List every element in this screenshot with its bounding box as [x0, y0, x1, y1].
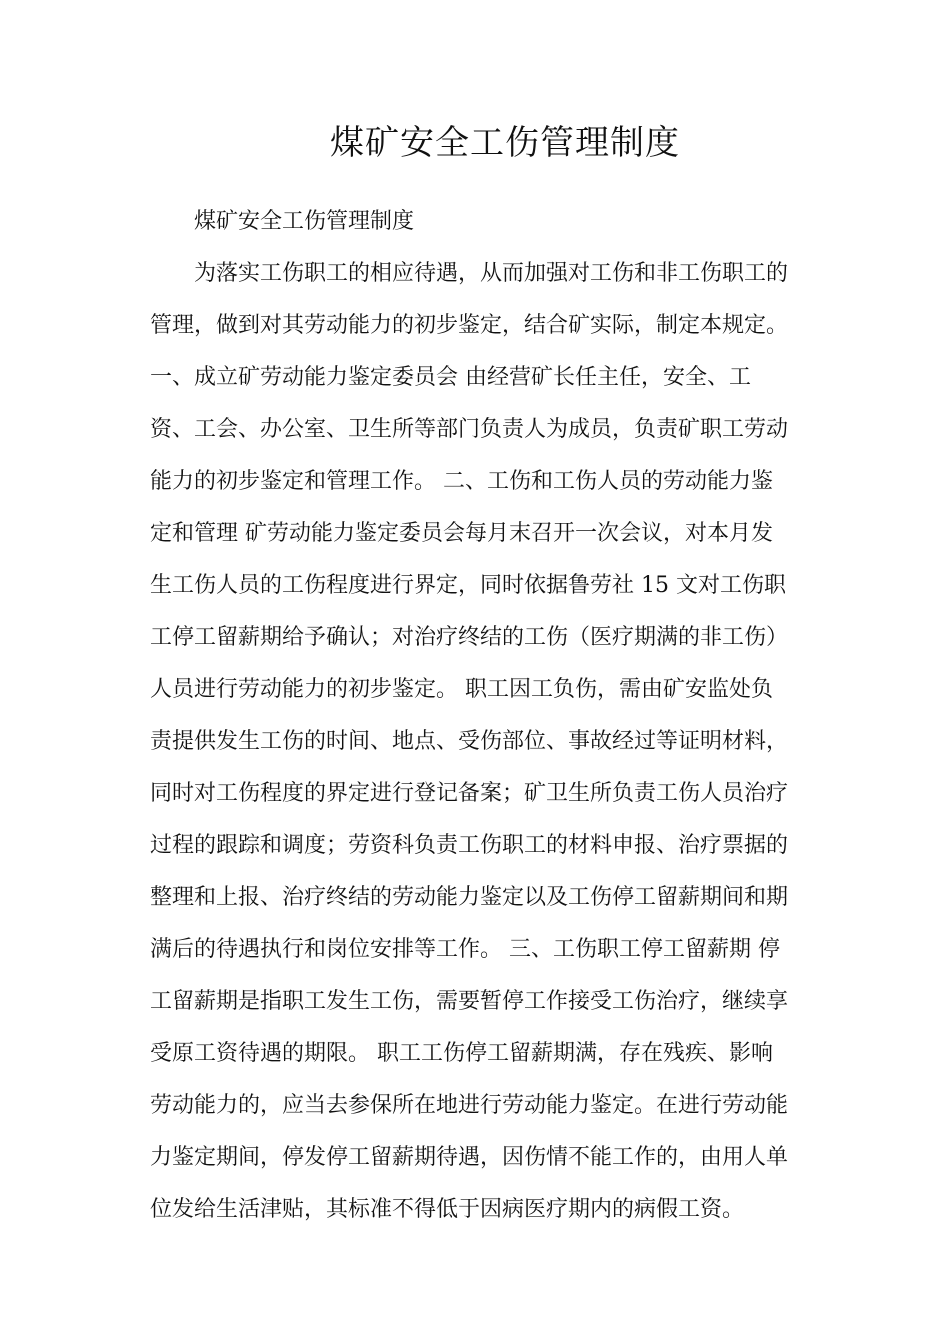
- body-line: 能力的初步鉴定和管理工作。 二、工伤和工伤人员的劳动能力鉴: [150, 469, 773, 494]
- document-title: 煤矿安全工伤管理制度: [330, 123, 680, 163]
- body-line: 资、工会、办公室、卫生所等部门负责人为成员，负责矿职工劳动: [150, 417, 789, 442]
- body-line: 位发给生活津贴，其标准不得低于因病医疗期内的病假工资。: [150, 1197, 745, 1222]
- body-line: 同时对工伤程度的界定进行登记备案；矿卫生所负责工伤人员治疗: [150, 781, 789, 806]
- body-line: 为落实工伤职工的相应待遇，从而加强对工伤和非工伤职工的: [194, 261, 789, 286]
- body-line: 工留薪期是指职工发生工伤，需要暂停工作接受工伤治疗，继续享: [150, 989, 789, 1014]
- body-line: 力鉴定期间，停发停工留薪期待遇，因伤情不能工作的，由用人单: [150, 1145, 789, 1170]
- body-line: 责提供发生工伤的时间、地点、受伤部位、事故经过等证明材料，: [150, 729, 789, 754]
- body-line: 一、成立矿劳动能力鉴定委员会 由经营矿长任主任，安全、工: [150, 365, 751, 390]
- body-line: 定和管理 矿劳动能力鉴定委员会每月末召开一次会议，对本月发: [150, 521, 773, 546]
- body-line: 生工伤人员的工伤程度进行界定，同时依据鲁劳社 15 文对工伤职: [150, 573, 786, 598]
- body-line: 人员进行劳动能力的初步鉴定。 职工因工负伤，需由矿安监处负: [150, 677, 773, 702]
- body-line: 满后的待遇执行和岗位安排等工作。 三、工伤职工停工留薪期 停: [150, 937, 780, 962]
- body-line: 工停工留薪期给予确认；对治疗终结的工伤（医疗期满的非工伤）: [150, 625, 789, 650]
- body-line: 整理和上报、治疗终结的劳动能力鉴定以及工伤停工留薪期间和期: [150, 885, 789, 910]
- body-line: 受原工资待遇的期限。 职工工伤停工留薪期满，存在残疾、影响: [150, 1041, 773, 1066]
- body-line: 过程的跟踪和调度；劳资科负责工伤职工的材料申报、治疗票据的: [150, 833, 789, 858]
- body-line: 劳动能力的，应当去参保所在地进行劳动能力鉴定。在进行劳动能: [150, 1093, 789, 1118]
- document-body: [150, 196, 810, 1236]
- body-line: 管理，做到对其劳动能力的初步鉴定，结合矿实际，制定本规定。: [150, 313, 789, 338]
- body-line-subtitle: 煤矿安全工伤管理制度: [194, 209, 415, 234]
